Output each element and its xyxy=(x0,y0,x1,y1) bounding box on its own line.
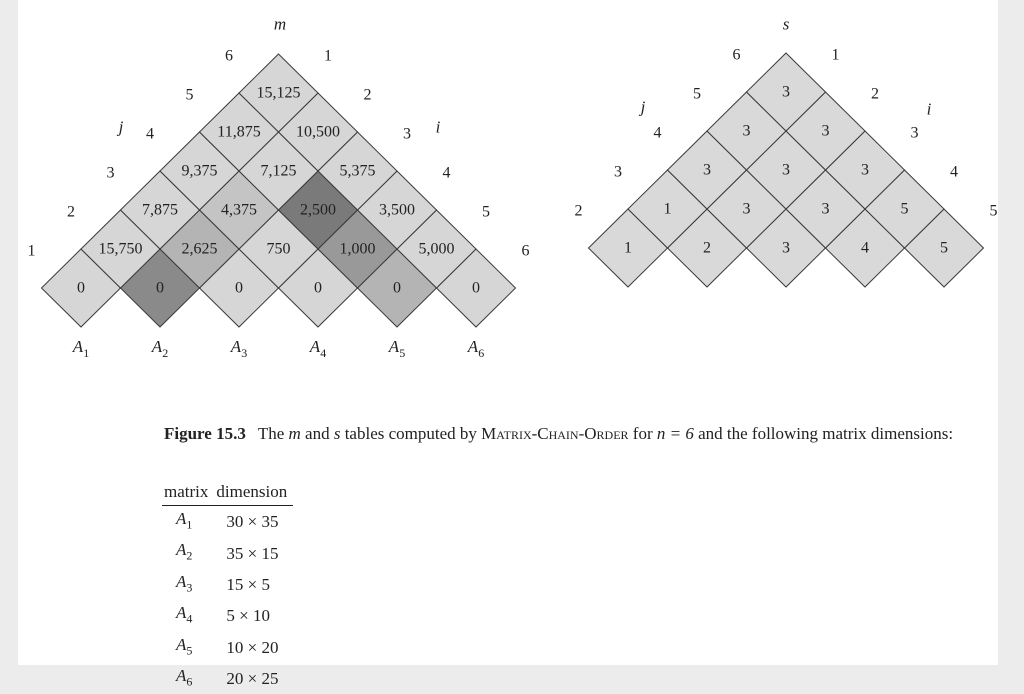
s_table-i-tick: 1 xyxy=(831,46,840,64)
s_table-j-tick: 5 xyxy=(693,85,701,103)
m_table-cell-value: 15,125 xyxy=(256,84,301,102)
s_table-cells xyxy=(589,53,984,287)
m_table-cell-value: 7,875 xyxy=(142,201,178,219)
s_table-cell-value: 3 xyxy=(782,161,790,179)
m_table-j-tick: 1 xyxy=(27,242,36,260)
m_table-cell-value: 2,625 xyxy=(181,240,218,258)
caption-s-var: s xyxy=(333,424,341,443)
matrix-dimension: 20 × 25 xyxy=(226,669,279,689)
s_table-cell-value: 3 xyxy=(821,122,830,140)
matrix-dimension: 35 × 15 xyxy=(226,543,279,563)
matrix-dimension: 5 × 10 xyxy=(226,606,270,626)
m_table-j-tick: 3 xyxy=(106,164,115,182)
table-row xyxy=(162,600,293,631)
m_table-cell-value: 7,125 xyxy=(260,162,297,180)
s_table-j-axis-label: j xyxy=(640,97,646,117)
m_table-j-axis-label: j xyxy=(118,117,124,137)
table-row xyxy=(162,569,293,600)
caption-n-expression: n = 6 xyxy=(656,424,694,443)
matrix-label: $A_4$ xyxy=(309,337,327,360)
table-row xyxy=(162,663,293,694)
m_table-i-axis-label: i xyxy=(435,117,441,137)
matrix-name: $A_1$ xyxy=(176,509,193,532)
m_table-j-tick: 5 xyxy=(185,86,194,104)
m_table-cell-value: 0 xyxy=(77,279,85,297)
m_table-cell-value: 0 xyxy=(472,279,480,297)
s_table-i-axis-label: i xyxy=(926,99,932,119)
m_table-i-tick: 3 xyxy=(403,125,411,143)
matrix-label: $A_2$ xyxy=(151,337,169,360)
m_table-cell-value: 0 xyxy=(235,279,243,297)
s_table-cell-value: 1 xyxy=(624,239,632,257)
m_table-cell-value: 0 xyxy=(393,279,401,297)
m_table-cell-value: 9,375 xyxy=(181,162,218,180)
matrix-label: $A_3$ xyxy=(230,337,248,360)
caption-for: for xyxy=(632,424,653,443)
caption-text-mid: tables computed by xyxy=(344,424,477,443)
m_table-cell-value: 11,875 xyxy=(217,123,261,141)
m_table-j-tick: 2 xyxy=(67,203,75,221)
caption-and: and xyxy=(305,424,330,443)
header-matrix: matrix xyxy=(162,481,214,506)
m_table-i-tick: 5 xyxy=(482,203,490,221)
figure-label: Figure 15.3 xyxy=(164,424,246,443)
m_table-i-tick: 2 xyxy=(363,86,372,104)
matrix-name: $A_5$ xyxy=(176,634,193,657)
s_table-j-tick: 2 xyxy=(574,202,583,220)
s_table-title: s xyxy=(782,14,790,34)
s_table-cell-value: 3 xyxy=(861,161,869,179)
s_table-j-tick: 6 xyxy=(732,46,741,64)
matrix-label: $A_5$ xyxy=(388,337,406,360)
table-row xyxy=(162,537,293,568)
s_table-cell-value: 3 xyxy=(742,200,751,218)
s_table-cell-value: 3 xyxy=(821,200,830,218)
caption-algorithm-name: Matrix-Chain-Order xyxy=(481,424,629,443)
matrix-name: $A_2$ xyxy=(176,540,193,563)
header-dimension: dimension xyxy=(214,481,293,506)
m_table-title: m xyxy=(273,14,287,34)
matrix-dimension: 10 × 20 xyxy=(226,637,279,657)
m_table-cell-value: 1,000 xyxy=(339,240,376,258)
m_table-cell-value: 10,500 xyxy=(296,123,340,141)
s_table-cell-value: 2 xyxy=(703,239,711,257)
m_table-i-tick: 6 xyxy=(521,242,530,260)
m_table-j-tick: 6 xyxy=(225,47,233,65)
s_table-i-tick: 2 xyxy=(871,85,879,103)
m_table-cell-value: 750 xyxy=(266,240,291,258)
m_table-i-tick: 4 xyxy=(442,164,451,182)
caption-text-after: and the following matrix dimensions: xyxy=(698,424,954,443)
s_table-cell-value: 3 xyxy=(782,83,790,101)
dimensions-header-row xyxy=(162,481,293,506)
m_table-cell-value: 3,500 xyxy=(379,201,415,219)
caption-m-var: m xyxy=(288,424,301,443)
s_table-j-tick: 4 xyxy=(653,124,662,142)
m_table-cell-value: 0 xyxy=(314,279,322,297)
m_table-j-tick: 4 xyxy=(146,125,154,143)
matrix-dimension: 15 × 5 xyxy=(226,574,270,594)
figure-caption xyxy=(164,423,1014,445)
s_table-cell-value: 3 xyxy=(782,239,790,257)
s_table-i-tick: 5 xyxy=(989,202,998,220)
s_table-cell-value: 3 xyxy=(742,122,751,140)
caption-text-before: The xyxy=(257,424,285,443)
s_table-cell-value: 1 xyxy=(663,200,672,218)
m_table-cell-value: 15,750 xyxy=(98,240,143,258)
textbook-page xyxy=(18,0,998,689)
s_table-cell-value: 4 xyxy=(861,239,869,257)
matrix-name: $A_6$ xyxy=(176,665,193,689)
matrix-label: $A_6$ xyxy=(467,337,485,360)
m_table-cell-value: 4,375 xyxy=(221,201,257,219)
m_table-cell-value: 5,375 xyxy=(339,162,376,180)
s_table-i-tick: 3 xyxy=(910,124,919,142)
matrix-dimensions-table xyxy=(162,481,293,694)
s_table-j-tick: 3 xyxy=(614,163,622,181)
s_table-i-tick: 4 xyxy=(950,163,958,181)
matrix-name: $A_4$ xyxy=(176,603,193,626)
s_table-cell-value: 3 xyxy=(703,161,711,179)
m_table-cell-value: 2,500 xyxy=(300,201,336,219)
s_table-cell-value: 5 xyxy=(940,239,948,257)
s-table-diagram xyxy=(18,0,998,380)
m_table-i-tick: 1 xyxy=(324,47,332,65)
matrix-dimension: 30 × 35 xyxy=(226,512,279,532)
s_table-cell-value: 5 xyxy=(900,200,909,218)
m_table-cell-value: 0 xyxy=(156,279,164,297)
table-row xyxy=(162,632,293,663)
m_table-cell-value: 5,000 xyxy=(418,240,455,258)
table-row xyxy=(162,506,293,538)
matrix-name: $A_3$ xyxy=(176,571,193,595)
matrix-label: $A_1$ xyxy=(72,337,90,360)
